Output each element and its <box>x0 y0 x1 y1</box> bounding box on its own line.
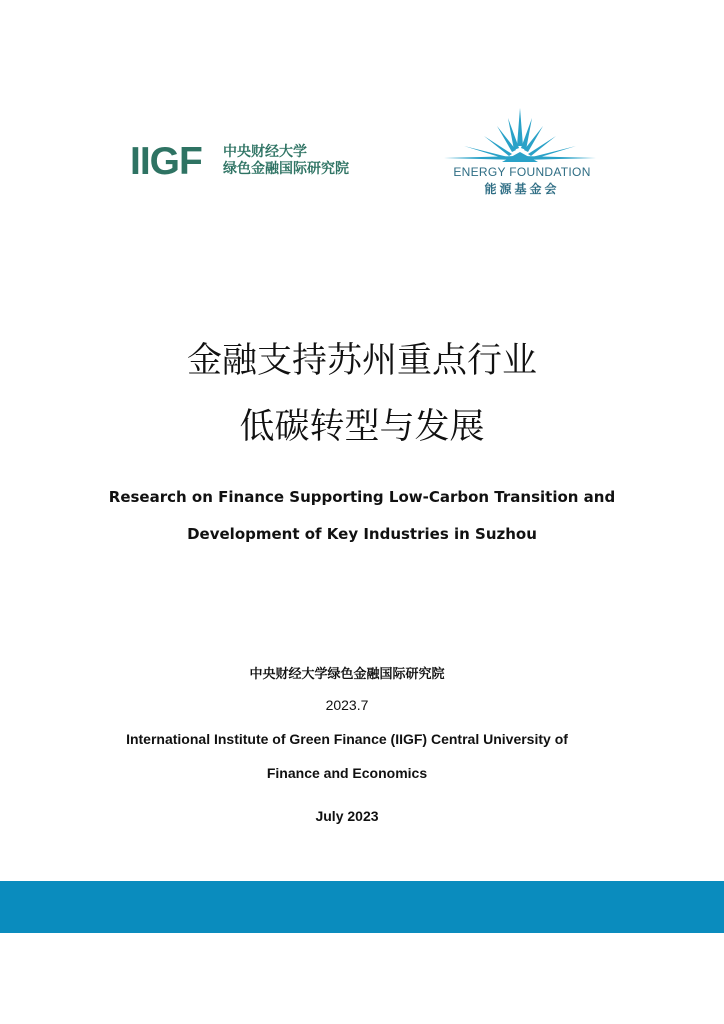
publisher-english-line2: Finance and Economics <box>266 765 428 781</box>
energy-foundation-star-icon <box>442 106 602 164</box>
publisher-english-line1: International Institute of Green Finance (IIGF) Central University of <box>126 731 568 747</box>
energy-foundation-logo <box>442 106 602 198</box>
title-chinese-line1: 金融支持苏州重点行业 <box>186 341 537 381</box>
publish-date-english: July 2023 <box>315 808 379 824</box>
publisher-chinese: 中央财经大学绿色金融国际研究院 <box>249 667 445 682</box>
iigf-logo <box>130 140 370 184</box>
iigf-logo-mark: IIGF <box>130 140 202 183</box>
iigf-logo-chinese-name <box>223 144 349 178</box>
iigf-logo-cn-line1: 中央财经大学 <box>223 144 307 160</box>
energy-foundation-english-name: ENERGY FOUNDATION <box>453 165 591 179</box>
title-chinese-line2: 低碳转型与发展 <box>239 407 485 447</box>
title-english-line2: Development of Key Industries in Suzhou <box>187 525 537 543</box>
publish-date-numeric: 2023.7 <box>325 697 369 713</box>
footer-color-band <box>0 881 724 933</box>
energy-foundation-chinese-name: 能源基金会 <box>484 182 560 196</box>
title-english-line1: Research on Finance Supporting Low-Carbon Transition and <box>108 488 616 506</box>
iigf-logo-cn-line2: 绿色金融国际研究院 <box>223 161 349 177</box>
